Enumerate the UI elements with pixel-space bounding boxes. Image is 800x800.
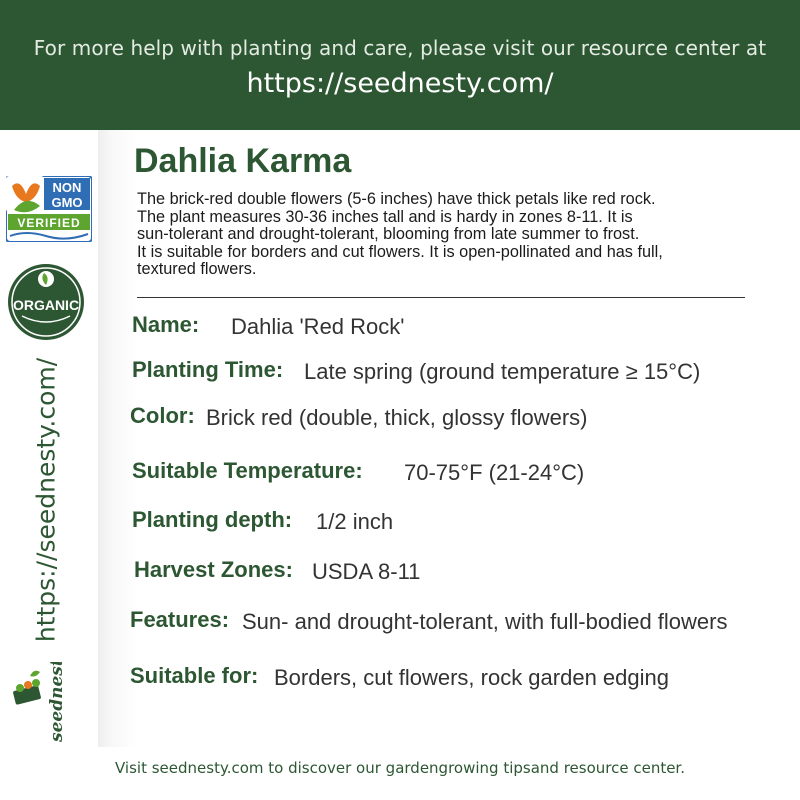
spec-value: Borders, cut flowers, rock garden edging <box>274 665 669 690</box>
spec-label: Planting Time: <box>132 357 284 382</box>
spec-value: Sun- and drought-tolerant, with full-bodied flowers <box>242 609 728 634</box>
badge-non-text: NON <box>52 180 82 195</box>
spec-label: Suitable for: <box>130 663 259 688</box>
leaf-circle-icon <box>6 262 86 342</box>
badge-verified-text: VERIFIED <box>17 216 81 230</box>
spec-label: Color: <box>130 403 195 428</box>
spec-label: Planting depth: <box>132 507 293 532</box>
organic-badge-text: ORGANIC <box>12 297 80 313</box>
sidebar-vertical-url[interactable]: https://seednesty.com/ <box>31 357 61 643</box>
banner-resource-link[interactable]: https://seednesty.com/ <box>246 68 554 99</box>
description-line: The plant measures 30-36 inches tall and is hardy in zones 8-11. It is <box>137 207 633 226</box>
spec-value: 1/2 inch <box>316 509 394 534</box>
spec-value: Late spring (ground temperature ≥ 15°C) <box>304 359 701 384</box>
seed-tray-icon <box>6 662 76 748</box>
description-line: It is suitable for borders and cut flowers. It is open-pollinated and has full, <box>137 242 663 261</box>
spec-value: USDA 8-11 <box>312 559 421 584</box>
spec-value: 70-75°F (21-24°C) <box>404 460 585 485</box>
spec-value: Dahlia 'Red Rock' <box>231 314 405 339</box>
description-line: sun-tolerant and drought-tolerant, blooming from late summer to frost. <box>137 225 640 243</box>
description-line: The brick-red double flowers (5-6 inches) have thick petals like red rock. <box>137 190 656 208</box>
brand-logo-text: seednesty <box>47 662 67 742</box>
seednesty-logo <box>6 662 76 748</box>
spec-label: Harvest Zones: <box>134 557 293 582</box>
bottom-bar <box>0 747 800 800</box>
spec-label: Name: <box>132 312 200 337</box>
spec-label: Suitable Temperature: <box>132 458 363 483</box>
organic-badge <box>6 262 86 342</box>
footer-note: Visit seednesty.com to discover our gardengrowing tipsand resource center. <box>115 759 685 777</box>
spec-value: Brick red (double, thick, glossy flowers) <box>206 405 588 430</box>
butterfly-leaf-icon <box>6 176 92 242</box>
description-divider <box>137 297 745 298</box>
non-gmo-verified-badge <box>6 176 92 242</box>
badge-gmo-text: GMO <box>51 195 83 210</box>
description-line: textured flowers. <box>137 260 257 278</box>
product-title: Dahlia Karma <box>134 142 352 180</box>
top-banner <box>0 0 800 130</box>
banner-help-text: For more help with planting and care, please visit our resource center at <box>33 36 767 60</box>
product-description <box>137 191 777 279</box>
spec-label: Features: <box>130 607 230 632</box>
